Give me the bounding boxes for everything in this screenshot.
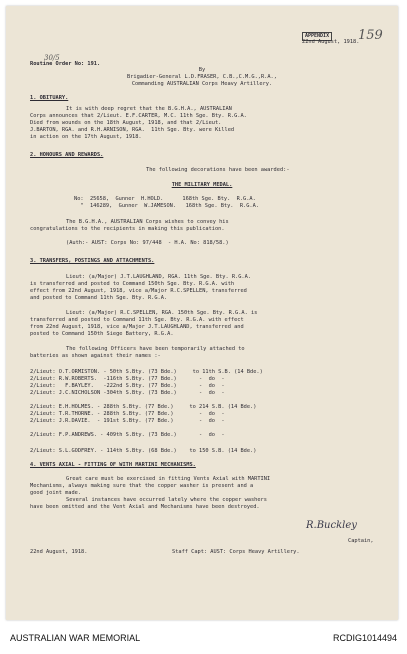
attachment-row: 2/Lieut: R.W.ROBERTS. -116th S.Bty. (77 Bde.) - do - xyxy=(30,376,225,382)
record-id: RCDIG1014494 xyxy=(332,633,397,643)
vents-text: have been omitted and the Vent Axial and Mechanisms have been destroyed. xyxy=(30,504,260,510)
obituary-line: It is with deep regret that the B.G.H.A., AUSTRALIAN xyxy=(66,106,232,112)
header-date: 22nd August, 1918. xyxy=(302,39,360,45)
signatory-staff-title: Staff Capt: AUST: Corps Heavy Artillery. xyxy=(172,549,300,555)
transfer-para-line: from 22nd August, 1918, vice a/Major J.T.LAUGHLAND, transferred and xyxy=(30,324,244,330)
vents-text: Mechanisms, always making sure that the copper washer is present and a xyxy=(30,483,254,489)
section-honours-title: 2. HONOURS AND REWARDS. xyxy=(30,152,104,158)
military-medal-heading: THE MILITARY MEDAL. xyxy=(171,182,233,188)
signoff-date: 22nd August, 1918. xyxy=(30,549,88,555)
award-row: " 146289, Gunner W.JAMESON. 168th Sge. Bty. R.G.A. xyxy=(74,203,259,209)
attachment-row: 2/Lieut: S.L.GODFREY. - 114th S.Bty. (68 Bde.) to 150 S.B. (14 Bde.) xyxy=(30,448,257,454)
vents-text: good joint made. xyxy=(30,490,82,496)
routine-order-number: Routine Order No: 191. xyxy=(30,61,101,67)
section-obituary-title: 1. OBITUARY. xyxy=(30,95,69,101)
signatory-rank: Captain, xyxy=(348,538,374,544)
issuer-by: By xyxy=(198,67,206,73)
honours-text: congratulations to the recipients in making this publication. xyxy=(30,226,225,232)
attachment-row: 2/Lieut: E.H.HOLMES. - 288th S.Bty. (77 Bde.) to 214 S.B. (14 Bde.) xyxy=(30,404,257,410)
obituary-line: in action on the 17th August, 1918. xyxy=(30,134,142,140)
honours-authority: (Auth:- AUST: Corps No: 97/448 - H.A. No: 818/58.) xyxy=(66,240,229,246)
honours-text: The B.G.H.A., AUSTRALIAN Corps wishes to convey his xyxy=(66,219,229,225)
transfer-para-line: and posted to Command 11th Sge. Bty. R.G.A. xyxy=(30,295,168,301)
transfer-para-line: posted to Command 150th Siege Battery, R.G.A. xyxy=(30,331,174,337)
transfer-para-line: effect from 22nd August, 1918, vice a/Major R.C.SPELLEN, transferred xyxy=(30,288,247,294)
attachment-intro: The following Officers have been temporarily attached to xyxy=(66,346,245,352)
award-row: No: 25658, Gunner H.HOLD. 168th Sge. Bty. R.G.A. xyxy=(74,196,256,202)
appendix-stamp: APPENDIX xyxy=(302,32,332,41)
attachment-row: 2/Lieut: T.R.THORNE. - 288th S.Bty. (77 Bde.) - do - xyxy=(30,411,225,417)
handwritten-signature: R.Buckley xyxy=(306,520,357,531)
section-vents-title: 4. VENTS AXIAL - FITTING OF WITH MARTINI MECHANISMS. xyxy=(30,462,196,468)
document-page xyxy=(6,6,398,620)
transfer-para-line: is transferred and posted to Command 150th Sge. Bty. R.G.A. with xyxy=(30,281,235,287)
attachment-row: 2/Lieut: F.P.ANDREWS. - 409th S.Bty. (73 Bde.) - do - xyxy=(30,432,225,438)
attachment-row: 2/Lieut: J.C.NICHOLSON -304th S.Bty. (73 Bde.) - do - xyxy=(30,390,225,396)
attachment-row: 2/Lieut: J.R.DAVIE. - 191st S.Bty. (77 Bde.) - do - xyxy=(30,418,225,424)
section-transfers-title: 3. TRANSFERS, POSTINGS AND ATTACHMENTS. xyxy=(30,258,155,264)
attachment-row: 2/Lieut: F.BAYLEY. -222nd S.Bty. (77 Bde.) - do - xyxy=(30,383,225,389)
honours-intro: The following decorations have been awarded:- xyxy=(146,167,290,173)
attachment-intro: batteries as shown against their names :- xyxy=(30,353,161,359)
obituary-line: J.BARTON, RGA. and R.H.ARNISON, RGA. 11th Sge. Bty. were Killed xyxy=(30,127,235,133)
transfer-para-line: transferred and posted to Command 11th Sge. Bty. R.G.A. with effect xyxy=(30,317,244,323)
transfer-para-line: Lieut: (a/Major) R.C.SPELLEN, RGA. 150th Sge. Bty. R.G.A. is xyxy=(66,310,258,316)
handwritten-reference: 30/5 xyxy=(44,54,60,62)
attachment-row: 2/Lieut: O.T.ORMISTON. - 50th S.Bty. (73 Bde.) to 11th S.B. (14 Bde.) xyxy=(30,369,263,375)
obituary-line: Corps announces that 2/Lieut. E.F.CARTER, M.C. 11th Sge. Bty. R.G.A. xyxy=(30,113,247,119)
transfer-para-line: Lieut: (a/Major) J.T.LAUGHLAND, RGA. 11th Sge. Bty. R.G.A. xyxy=(66,274,251,280)
issuer-name: Brigadier-General L.D.FRASER, C.B.,C.M.G.,R.A., xyxy=(127,74,277,80)
issuer-command: Commanding AUSTRALIAN Corps Heavy Artillery. xyxy=(131,81,273,87)
vents-text: Several instances have occurred lately where the copper washers xyxy=(66,497,267,503)
vents-text: Great care must be exercised in fitting Vents Axial with MARTINI xyxy=(66,476,271,482)
archive-name: AUSTRALIAN WAR MEMORIAL xyxy=(10,633,141,643)
archive-footer xyxy=(0,622,407,654)
obituary-line: Died from wounds on the 18th August, 1918, and that 2/Lieut. xyxy=(30,120,222,126)
handwritten-page-number: 159 xyxy=(358,28,383,43)
